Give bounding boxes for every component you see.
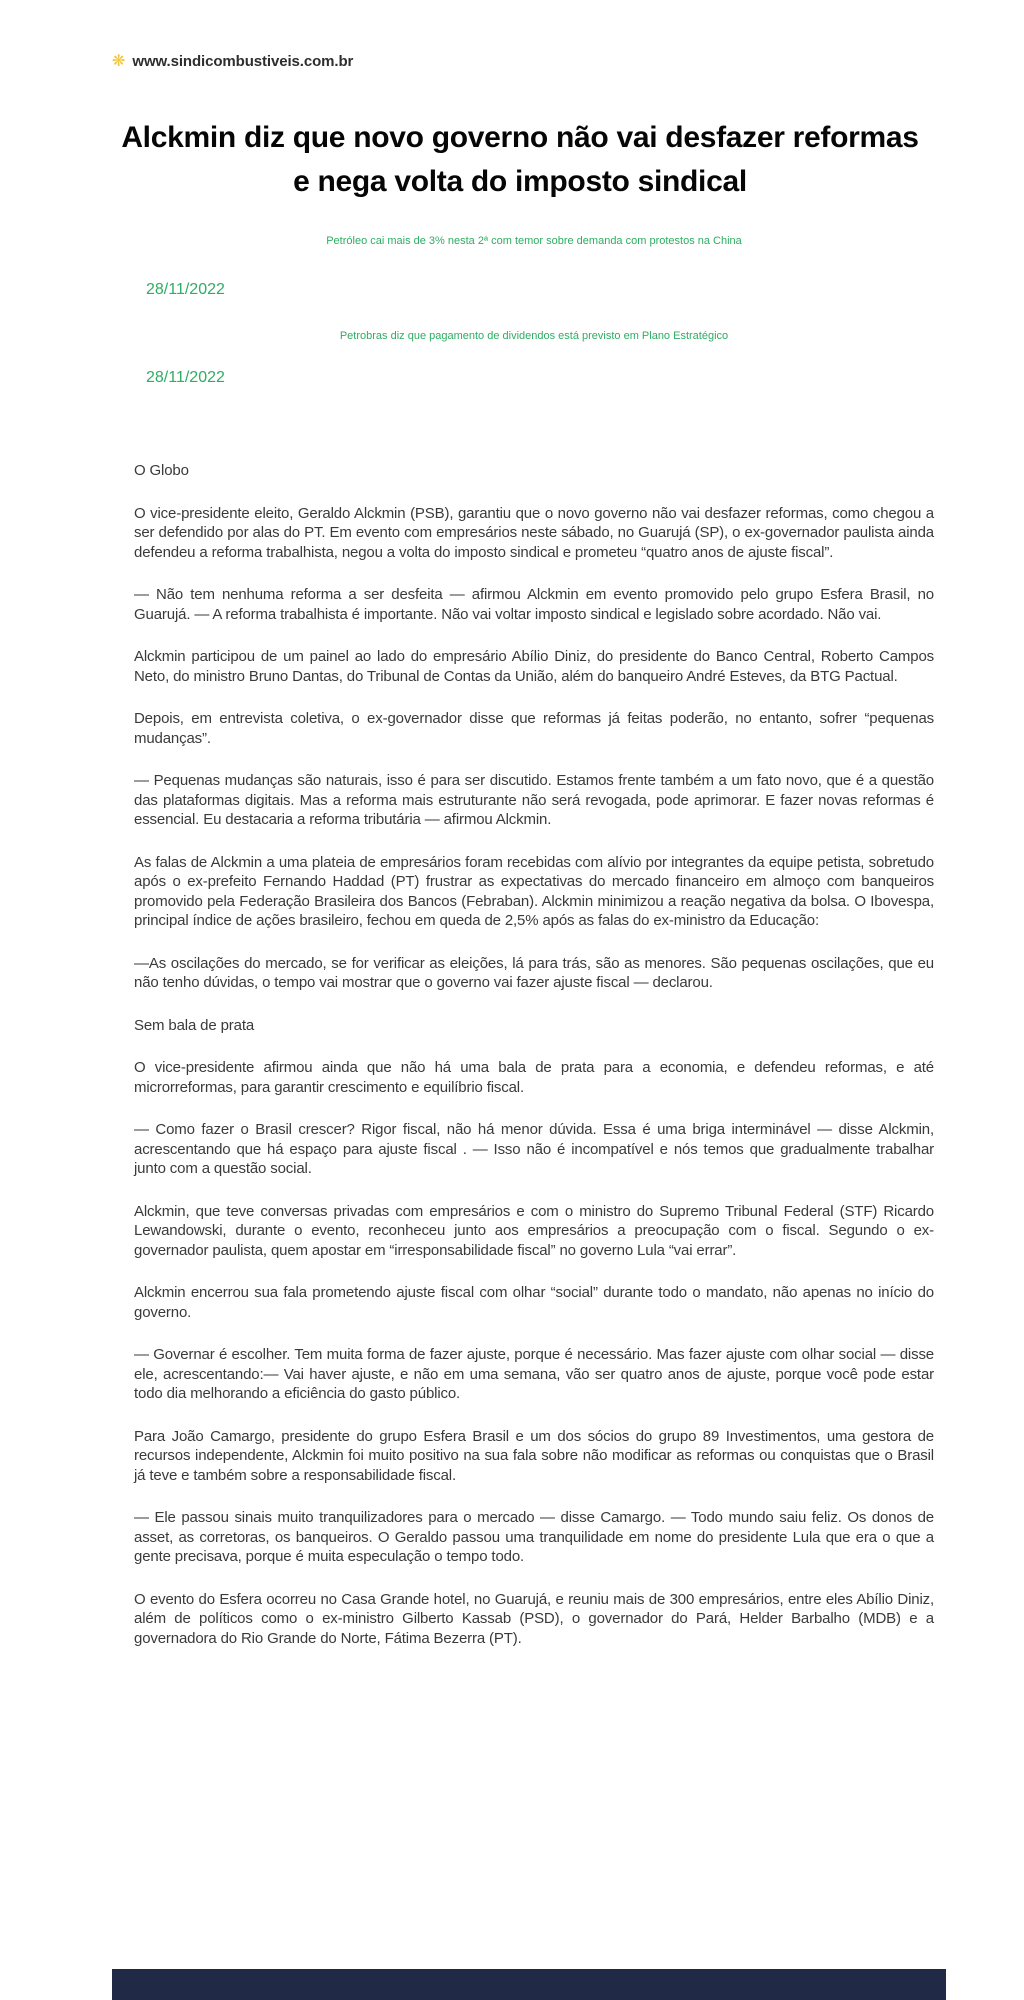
article-title: Alckmin diz que novo governo não vai desfazer reformas e nega volta do imposto sindical bbox=[121, 121, 919, 199]
site-header bbox=[112, 53, 353, 70]
article-paragraph: O vice-presidente eleito, Geraldo Alckmin (PSB), garantiu que o novo governo não vai desfazer reformas, como chegou a ser defendido por alas do PT. Em evento com empresários neste sábado, no Guarujá (SP), o ex-governador paulista ainda defendeu a reforma trabalhista, negou a volta do imposto sindical e prometeu “quatro anos de ajuste fiscal”. bbox=[134, 504, 934, 561]
related-link-petroleo[interactable]: Petróleo cai mais de 3% nesta 2ª com temor sobre demanda com protestos na China bbox=[326, 235, 742, 247]
site-url[interactable]: www.sindicombustiveis.com.br bbox=[132, 53, 354, 70]
article-paragraph: Alckmin encerrou sua fala prometendo ajuste fiscal com olhar “social” durante todo o mandato, não apenas no início do governo. bbox=[134, 1284, 934, 1321]
article-paragraph: Alckmin participou de um painel ao lado do empresário Abílio Diniz, do presidente do Banco Central, Roberto Campos Neto, do ministro Bruno Dantas, do Tribunal de Contas da União, além do banqueiro André Esteves, da BTG Pactual. bbox=[134, 648, 934, 685]
sun-flower-icon: ❋ bbox=[112, 52, 126, 70]
article-paragraph: — Como fazer o Brasil crescer? Rigor fiscal, não há menor dúvida. Essa é uma briga interminável — disse Alckmin, acrescentando que há espaço para ajuste fiscal . — Isso não é incompatível e nós temos que gradualmente trabalhar junto com a questão social. bbox=[134, 1121, 934, 1177]
related-link-petrobras[interactable]: Petrobras diz que pagamento de dividendos está previsto em Plano Estratégico bbox=[339, 330, 729, 342]
article-paragraph: Alckmin, que teve conversas privadas com empresários e com o ministro do Supremo Tribunal Federal (STF) Ricardo Lewandowski, durante o evento, reconheceu junto aos empresários a preocupação com o fiscal. Segundo o ex-governador paulista, quem apostar em “irresponsabilidade fiscal” no governo Lula “vai errar”. bbox=[134, 1202, 934, 1259]
related-link-date: 28/11/2022 bbox=[146, 281, 225, 298]
article-paragraph: Para João Camargo, presidente do grupo Esfera Brasil e um dos sócios do grupo 89 Investimentos, uma gestora de recursos independente, Alckmin foi muito positivo na sua fala sobre não modificar as reformas ou conquistas que o Brasil já teve e também sobre a responsabilidade fiscal. bbox=[134, 1427, 934, 1484]
article-paragraph: As falas de Alckmin a uma plateia de empresários foram recebidas com alívio por integrantes da equipe petista, sobretudo após o ex-prefeito Fernando Haddad (PT) frustrar as expectativas do mercado financeiro em almoço com banqueiros promovido pela Federação Brasileira dos Bancos (Febraban). Alckmin minimizou a reação negativa da bolsa. O Ibovespa, principal índice de ações brasileiro, fechou em queda de 2,5% após as falas do ex-ministro da Educação: bbox=[134, 853, 934, 929]
article-paragraph: — Governar é escolher. Tem muita forma de fazer ajuste, porque é necessário. Mas fazer ajuste com olhar social — disse ele, acrescentando:— Vai haver ajuste, e não em uma semana, vão ser quatro anos de ajuste, porque você pode estar todo dia melhorando a eficiência do gasto público. bbox=[134, 1346, 934, 1402]
related-link-date: 28/11/2022 bbox=[146, 369, 225, 386]
footer-bar bbox=[112, 1969, 946, 2000]
article-paragraph: O vice-presidente afirmou ainda que não há uma bala de prata para a economia, e defendeu reformas, e até microrreformas, para garantir crescimento e equilíbrio fiscal. bbox=[134, 1059, 934, 1096]
article-body bbox=[134, 461, 934, 1671]
article-paragraph: — Ele passou sinais muito tranquilizadores para o mercado — disse Camargo. — Todo mundo saiu feliz. Os donos de asset, as corretoras, os banqueiros. O Geraldo passou uma tranquilidade em nome do presidente Lula que era o que a gente precisava, porque é muita especulação o tempo todo. bbox=[134, 1509, 934, 1565]
article-paragraph: Depois, em entrevista coletiva, o ex-governador disse que reformas já feitas poderão, no entanto, sofrer “pequenas mudanças”. bbox=[134, 710, 934, 747]
article-paragraph: —As oscilações do mercado, se for verificar as eleições, lá para trás, são as menores. São pequenas oscilações, que eu não tenho dúvidas, o tempo vai mostrar que o governo vai fazer ajuste fiscal — declarou. bbox=[134, 954, 934, 991]
article-paragraph: Sem bala de prata bbox=[134, 1016, 255, 1034]
article-paragraph: O evento do Esfera ocorreu no Casa Grande hotel, no Guarujá, e reuniu mais de 300 empresários, entre eles Abílio Diniz, além de políticos como o ex-ministro Gilberto Kassab (PSD), o governador do Pará, Helder Barbalho (MDB) e a governadora do Rio Grande do Norte, Fátima Bezerra (PT). bbox=[134, 1590, 934, 1647]
article-paragraph: O Globo bbox=[134, 462, 189, 479]
article-paragraph: — Não tem nenhuma reforma a ser desfeita — afirmou Alckmin em evento promovido pelo grupo Esfera Brasil, no Guarujá. — A reforma trabalhista é importante. Não vai voltar imposto sindical e legislado sobre acordado. Não vai. bbox=[134, 586, 934, 623]
article-paragraph: — Pequenas mudanças são naturais, isso é para ser discutido. Estamos frente também a um fato novo, que é a questão das plataformas digitais. Mas a reforma mais estruturante não será revogada, pode aprimorar. E fazer novas reformas é essencial. Eu destacaria a reforma tributária — afirmou Alckmin. bbox=[134, 772, 934, 828]
